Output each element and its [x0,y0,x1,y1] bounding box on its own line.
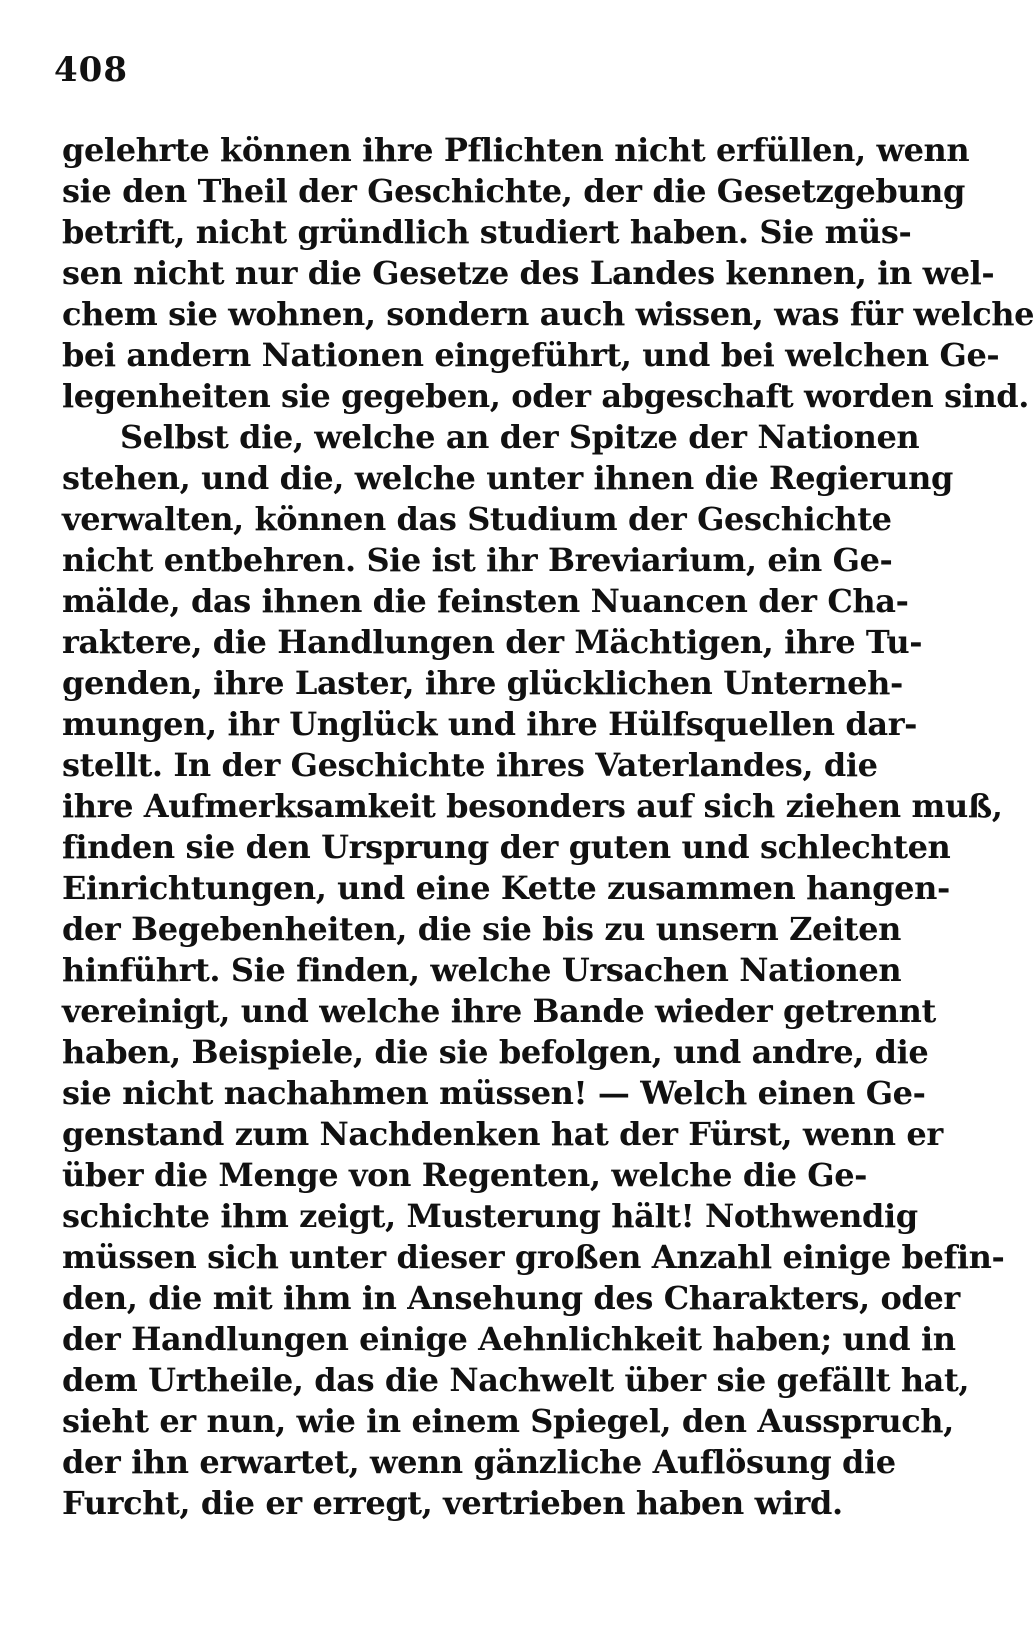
text-line: vereinigt, und welche ihre Bande wieder getrennt [62,992,936,1030]
text-line: stehen, und die, welche unter ihnen die Regierung [62,459,954,497]
text-line: müssen sich unter dieser großen Anzahl einige befin- [62,1238,1005,1276]
text-line: chem sie wohnen, sondern auch wissen, was für welche [62,295,1034,333]
paragraph-start-line: Selbst die, welche an der Spitze der Nationen [120,418,920,456]
text-line: gelehrte können ihre Pflichten nicht erfüllen, wenn [62,131,970,169]
text-line: hinführt. Sie finden, welche Ursachen Nationen [62,951,902,989]
text-line: betrift, nicht gründlich studiert haben. Sie müs- [62,213,912,251]
text-line: Einrichtungen, und eine Kette zusammen hangen- [62,869,950,907]
text-line: der ihn erwartet, wenn gänzliche Auflösung die [62,1443,896,1481]
text-line: sie nicht nachahmen müssen! — Welch einen Ge- [62,1074,926,1112]
text-line: mälde, das ihnen die feinsten Nuancen der Cha- [62,582,909,620]
body-text [62,130,1034,1524]
text-line: nicht entbehren. Sie ist ihr Breviarium, ein Ge- [62,541,893,579]
text-line: der Begebenheiten, die sie bis zu unsern Zeiten [62,910,901,948]
text-line: sen nicht nur die Gesetze des Landes kennen, in wel- [62,254,995,292]
text-line: bei andern Nationen eingeführt, und bei welchen Ge- [62,336,1000,374]
text-line: raktere, die Handlungen der Mächtigen, ihre Tu- [62,623,923,661]
text-line: sieht er nun, wie in einem Spiegel, den Ausspruch, [62,1402,954,1440]
text-line: legenheiten sie gegeben, oder abgeschaft worden sind. [62,377,1030,415]
text-line: genden, ihre Laster, ihre glücklichen Unterneh- [62,664,903,702]
text-line: Furcht, die er erregt, vertrieben haben wird. [62,1484,843,1522]
text-line: finden sie den Ursprung der guten und schlechten [62,828,951,866]
text-line: der Handlungen einige Aehnlichkeit haben; und in [62,1320,956,1358]
text-line: sie den Theil der Geschichte, der die Gesetzgebung [62,172,966,210]
text-line: stellt. In der Geschichte ihres Vaterlandes, die [62,746,878,784]
text-line: schichte ihm zeigt, Musterung hält! Nothwendig [62,1197,918,1235]
text-line: haben, Beispiele, die sie befolgen, und andre, die [62,1033,929,1071]
text-line: über die Menge von Regenten, welche die Ge- [62,1156,868,1194]
text-line: mungen, ihr Unglück und ihre Hülfsquellen dar- [62,705,918,743]
text-line: den, die mit ihm in Ansehung des Charakters, oder [62,1279,960,1317]
text-line: genstand zum Nachdenken hat der Fürst, wenn er [62,1115,943,1153]
text-line: verwalten, können das Studium der Geschichte [62,500,892,538]
text-line: ihre Aufmerksamkeit besonders auf sich ziehen muß, [62,787,1003,825]
page-number: 408 [54,50,128,90]
text-line: dem Urtheile, das die Nachwelt über sie gefällt hat, [62,1361,970,1399]
